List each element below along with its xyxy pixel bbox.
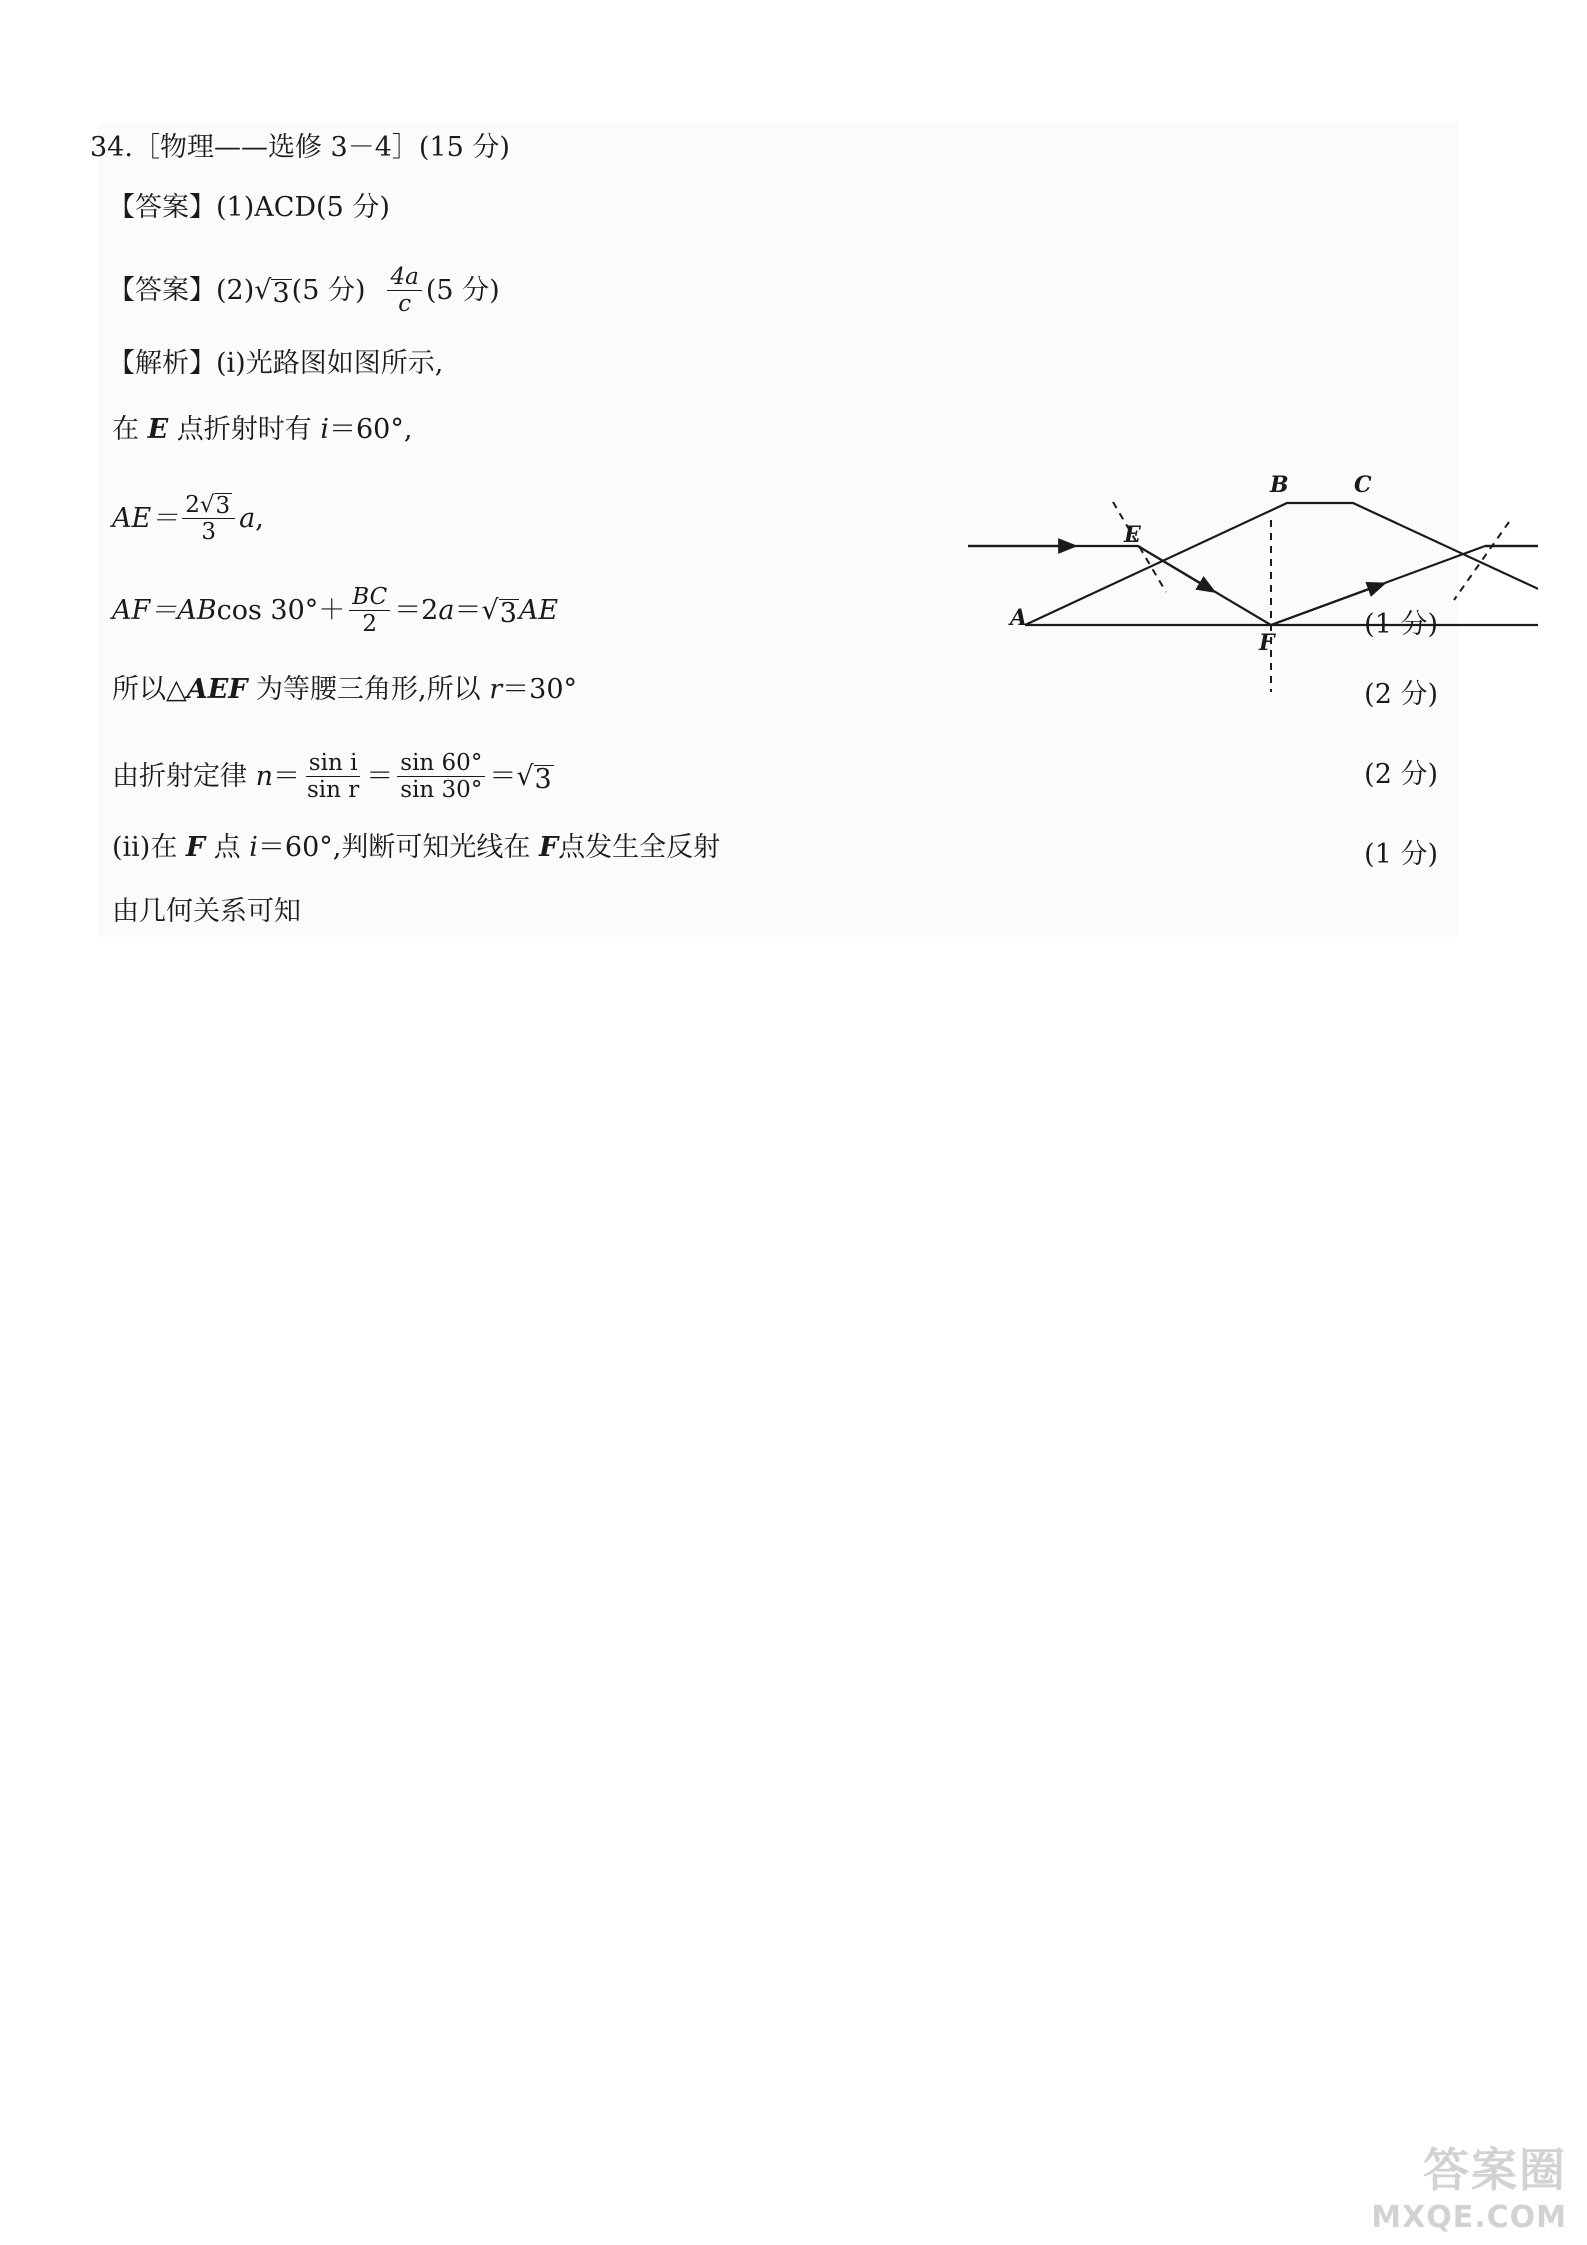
analysis-snell-law: 由折射定律 n ＝ $\frac{\text{sin i}}{\text{sin r}}$ ＝ $\frac{\sin 60^\circ}{\sin 30^\circ}$ ＝ √ 3 <box>112 750 552 803</box>
label-C: C <box>1354 472 1372 498</box>
score-1: (1 分) <box>1364 609 1438 640</box>
score-3: (2 分) <box>1364 759 1438 790</box>
label-E: E <box>1124 522 1141 548</box>
watermark: 答案圈 MXQE.COM <box>1371 2143 1567 2235</box>
vertex-labels <box>1008 472 1538 656</box>
analysis-equation-AF: AF＝AB cos 30°＋ $\frac{BC}{2}$ ＝2 a ＝ √ 3 AE <box>112 584 559 637</box>
normal-lines <box>1113 502 1509 692</box>
label-B: B <box>1270 472 1289 498</box>
fraction-BC-over-2: $\frac{BC}{2}$ <box>349 584 390 637</box>
analysis-geometry: 由几何关系可知 <box>112 896 301 927</box>
fraction-2sqrt3-over-3: 2√ 3 3 <box>182 492 235 545</box>
analysis-total-reflection: (ii)在 F 点 i ＝60°,判断可知光线在 F 点发生全反射 <box>112 832 721 863</box>
analysis-equation-AE: AE＝ 2√ 3 3 a , <box>112 492 264 545</box>
label-A: A <box>1010 605 1028 631</box>
label-F: F <box>1259 630 1275 656</box>
light-path-diagram <box>898 352 1538 692</box>
fraction-sini-over-sinr: $\frac{\text{sin i}}{\text{sin r}}$ <box>306 750 360 803</box>
score-2: (2 分) <box>1364 679 1438 710</box>
question-header: 34.［物理——选修 3－4］(15 分) <box>90 132 510 163</box>
fraction-sin60-over-sin30: $\frac{\sin 60^\circ}{\sin 30^\circ}$ <box>397 750 485 803</box>
light-ray <box>968 546 1538 625</box>
analysis-intro: 【解析】(ⅰ)光路图如图所示, <box>108 348 444 379</box>
analysis-isosceles: 所以△ AEF 为等腰三角形,所以 r ＝30° <box>112 674 577 705</box>
analysis-line-refraction-E: 在 E 点折射时有 i ＝60°, <box>112 414 413 445</box>
prism-outline <box>1025 503 1538 625</box>
answer-sheet <box>90 122 1458 937</box>
answer-part1: 【答案】(1)ACD(5 分) <box>108 192 390 223</box>
score-4: (1 分) <box>1364 839 1438 870</box>
sqrt-symbol: √ 3 <box>254 274 290 310</box>
fraction-4a-over-c: $\frac{4a}{c}$ <box>387 264 421 317</box>
answer-part2: 【答案】(2) √ 3 (5 分) $\frac{4a}{c}$ (5 分) <box>108 264 500 317</box>
